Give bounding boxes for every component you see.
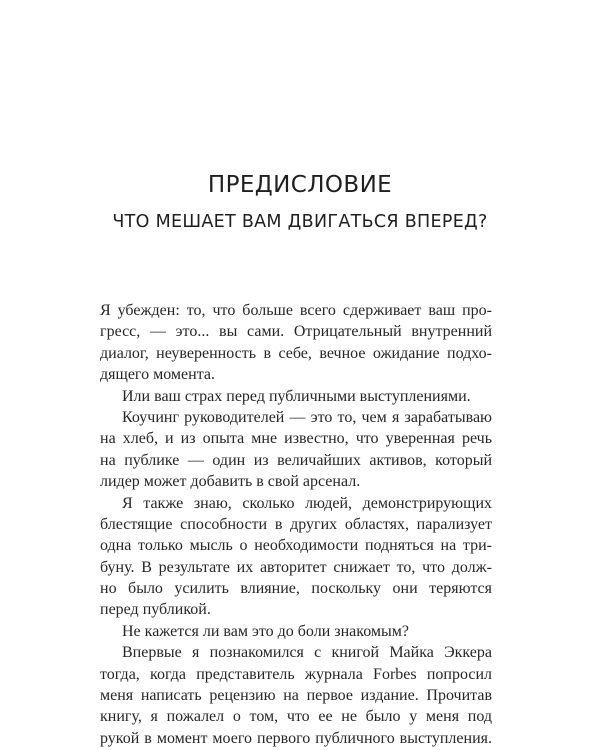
text-line: Я также знаю, сколько людей, демонстрирующих bbox=[122, 494, 492, 512]
text-line: перед публикой. bbox=[100, 601, 211, 619]
text-line: Или ваш страх перед публичными выступлениями. bbox=[122, 387, 471, 405]
text-line: лидер может добавить в свой арсенал. bbox=[100, 473, 361, 491]
text-line: дящего момента. bbox=[100, 366, 215, 384]
text-line: меня написать рецензию на первое издание. Прочитав bbox=[100, 687, 492, 705]
body-text bbox=[100, 300, 492, 749]
text-line: на публике — один из величайших активов, который bbox=[100, 451, 492, 469]
text-line: на хлеб, и из опыта мне известно, что уверенная речь bbox=[100, 430, 492, 448]
chapter-title: ПРЕДИСЛОВИЕ bbox=[207, 172, 393, 198]
chapter-subtitle: ЧТО МЕШАЕТ ВАМ ДВИГАТЬСЯ ВПЕРЕД? bbox=[112, 212, 488, 232]
text-line: буну. В результате их авторитет снижает то, что долж- bbox=[100, 558, 492, 576]
text-line: Впервые я познакомился с книгой Майка Эккера bbox=[122, 644, 492, 662]
text-line: диалог, неуверенность в себе, вечное ожидание подхо- bbox=[100, 344, 492, 362]
text-line: блестящие способности в других областях, парализует bbox=[100, 515, 492, 533]
text-line: Не кажется ли вам это до боли знакомым? bbox=[122, 622, 410, 640]
text-line: тогда, когда представитель журнала Forbes попросил bbox=[100, 665, 492, 683]
text-line: Я убежден: то, что больше всего сдерживает ваш про- bbox=[100, 302, 492, 319]
text-line: Коучинг руководителей — это то, чем я зарабатываю bbox=[122, 408, 492, 426]
text-line: книгу, я пожалел о том, что ее не было у меня под bbox=[100, 708, 492, 726]
text-line: рукой в момент моего первого публичного выступления. bbox=[100, 729, 492, 747]
text-line: гресс, — это... вы сами. Отрицательный внутренний bbox=[100, 323, 492, 341]
text-line: одна только мысль о необходимости подняться на три- bbox=[100, 537, 492, 555]
text-line: но было усилить влияние, поскольку они теряются bbox=[100, 580, 492, 598]
